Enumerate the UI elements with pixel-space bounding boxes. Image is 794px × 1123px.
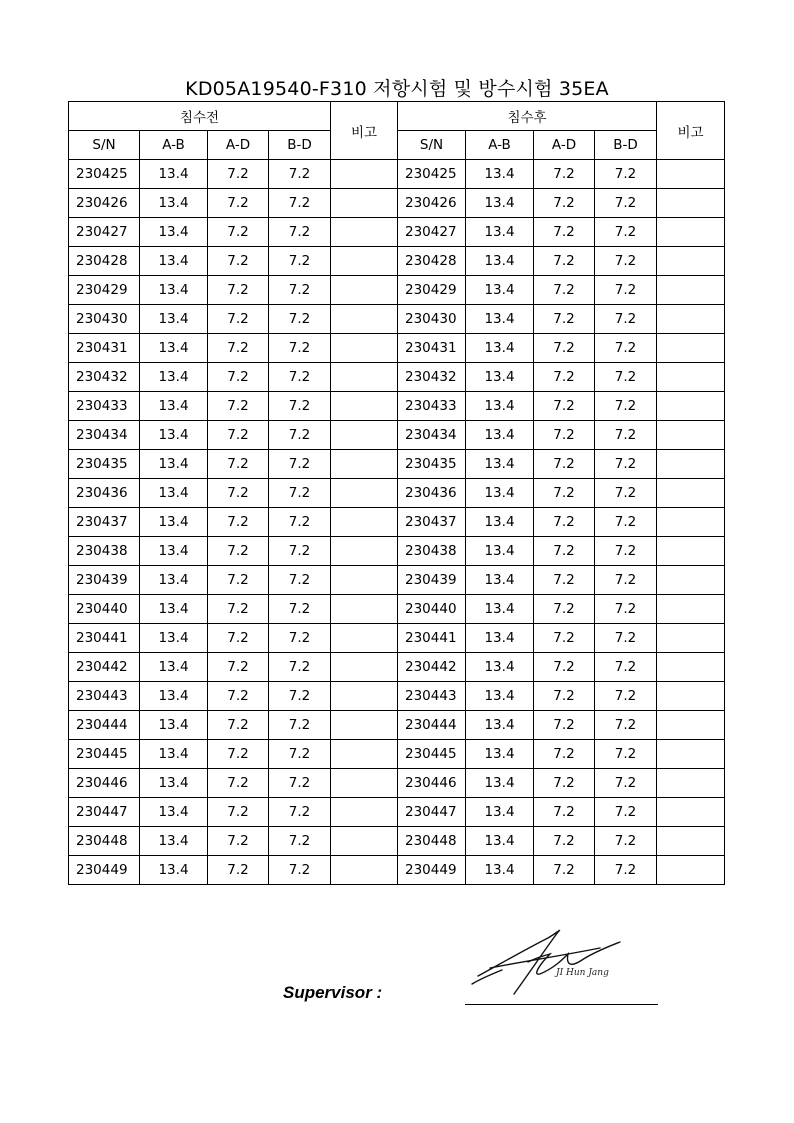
sn-after-cell: 230427 (398, 218, 466, 247)
sn-after-cell: 230439 (398, 566, 466, 595)
ab-before-cell: 13.4 (140, 421, 208, 450)
supervisor-label: Supervisor : (283, 983, 383, 1002)
table-row (69, 798, 725, 827)
ab-after-cell: 13.4 (466, 276, 534, 305)
table-row (69, 392, 725, 421)
sn-after-cell: 230437 (398, 508, 466, 537)
table-group-header-row (69, 102, 725, 131)
remark-after-cell (657, 595, 725, 624)
remark-before-cell (331, 276, 398, 305)
table-row (69, 305, 725, 334)
ab-after-cell: 13.4 (466, 711, 534, 740)
bd-before-cell: 7.2 (269, 247, 331, 276)
remark-before-cell (331, 537, 398, 566)
remark-header-after: 비고 (657, 102, 725, 160)
bd-before-cell: 7.2 (269, 798, 331, 827)
sn-before-cell: 230429 (69, 276, 140, 305)
sn-before-cell: 230437 (69, 508, 140, 537)
ab-before-cell: 13.4 (140, 740, 208, 769)
ab-after-cell: 13.4 (466, 566, 534, 595)
sn-after-cell: 230442 (398, 653, 466, 682)
bd-before-cell: 7.2 (269, 392, 331, 421)
sn-after-cell: 230429 (398, 276, 466, 305)
ab-before-cell: 13.4 (140, 334, 208, 363)
bd-after-cell: 7.2 (595, 189, 657, 218)
ad-before-cell: 7.2 (208, 189, 269, 218)
bd-before-cell: 7.2 (269, 508, 331, 537)
bd-after-cell: 7.2 (595, 653, 657, 682)
table-row (69, 450, 725, 479)
ad-before-cell: 7.2 (208, 305, 269, 334)
ab-after-cell: 13.4 (466, 798, 534, 827)
ad-before-cell: 7.2 (208, 160, 269, 189)
remark-after-cell (657, 624, 725, 653)
remark-after-cell (657, 653, 725, 682)
table-row (69, 276, 725, 305)
remark-after-cell (657, 218, 725, 247)
bd-before-cell: 7.2 (269, 827, 331, 856)
sn-after-cell: 230441 (398, 624, 466, 653)
sn-before-cell: 230433 (69, 392, 140, 421)
ad-after-cell: 7.2 (534, 624, 595, 653)
remark-after-cell (657, 798, 725, 827)
ad-after-cell: 7.2 (534, 827, 595, 856)
sn-before-cell: 230445 (69, 740, 140, 769)
sn-after-cell: 230432 (398, 363, 466, 392)
ad-before-cell: 7.2 (208, 740, 269, 769)
bd-after-cell: 7.2 (595, 305, 657, 334)
remark-before-cell (331, 769, 398, 798)
sn-before-cell: 230432 (69, 363, 140, 392)
bd-before-cell: 7.2 (269, 189, 331, 218)
ab-before-cell: 13.4 (140, 218, 208, 247)
table-row (69, 537, 725, 566)
ad-after-cell: 7.2 (534, 653, 595, 682)
remark-before-cell (331, 856, 398, 885)
table-row (69, 653, 725, 682)
sn-before-cell: 230444 (69, 711, 140, 740)
bd-before-cell: 7.2 (269, 421, 331, 450)
ad-before-cell: 7.2 (208, 769, 269, 798)
remark-after-cell (657, 160, 725, 189)
sn-before-cell: 230449 (69, 856, 140, 885)
table-row (69, 624, 725, 653)
remark-before-cell (331, 160, 398, 189)
ad-after-cell: 7.2 (534, 566, 595, 595)
table-row (69, 769, 725, 798)
ad-before-cell: 7.2 (208, 566, 269, 595)
ad-before-cell: 7.2 (208, 276, 269, 305)
sn-before-cell: 230441 (69, 624, 140, 653)
ad-after-cell: 7.2 (534, 769, 595, 798)
sn-after-cell: 230447 (398, 798, 466, 827)
ad-after-cell: 7.2 (534, 160, 595, 189)
ad-before-cell: 7.2 (208, 682, 269, 711)
sn-after-cell: 230445 (398, 740, 466, 769)
remark-after-cell (657, 740, 725, 769)
table-row (69, 218, 725, 247)
remark-before-cell (331, 682, 398, 711)
ab-before-cell: 13.4 (140, 276, 208, 305)
bd-before-cell: 7.2 (269, 479, 331, 508)
table-row (69, 566, 725, 595)
remark-before-cell (331, 450, 398, 479)
ab-after-cell: 13.4 (466, 218, 534, 247)
remark-before-cell (331, 827, 398, 856)
remark-after-cell (657, 769, 725, 798)
ab-after-cell: 13.4 (466, 479, 534, 508)
bd-after-cell: 7.2 (595, 450, 657, 479)
ab-before-cell: 13.4 (140, 827, 208, 856)
before-immersion-header: 침수전 (69, 102, 331, 131)
ab-after-cell: 13.4 (466, 305, 534, 334)
bd-after-cell: 7.2 (595, 508, 657, 537)
bd-after-cell: 7.2 (595, 595, 657, 624)
ad-after-cell: 7.2 (534, 363, 595, 392)
remark-after-cell (657, 450, 725, 479)
remark-before-cell (331, 624, 398, 653)
remark-before-cell (331, 479, 398, 508)
table-row (69, 189, 725, 218)
ad-after-cell: 7.2 (534, 479, 595, 508)
sn-after-cell: 230431 (398, 334, 466, 363)
ad-before-cell: 7.2 (208, 624, 269, 653)
ad-after-cell: 7.2 (534, 798, 595, 827)
signature-line (465, 1004, 658, 1005)
bd-before-cell: 7.2 (269, 566, 331, 595)
sn-before-cell: 230439 (69, 566, 140, 595)
bd-after-cell: 7.2 (595, 334, 657, 363)
bd-before-cell: 7.2 (269, 334, 331, 363)
bd-after-cell: 7.2 (595, 392, 657, 421)
bd-before-cell: 7.2 (269, 682, 331, 711)
bd-after-cell: 7.2 (595, 740, 657, 769)
ab-after-cell: 13.4 (466, 595, 534, 624)
ab-before-cell: 13.4 (140, 624, 208, 653)
ad-after-cell: 7.2 (534, 682, 595, 711)
table-row (69, 856, 725, 885)
sn-after-cell: 230444 (398, 711, 466, 740)
col-header-bd-after: B-D (595, 131, 657, 160)
remark-header-before: 비고 (331, 102, 398, 160)
test-results-table (68, 101, 725, 885)
col-header-sn-after: S/N (398, 131, 466, 160)
ab-before-cell: 13.4 (140, 189, 208, 218)
remark-after-cell (657, 421, 725, 450)
sn-after-cell: 230430 (398, 305, 466, 334)
bd-before-cell: 7.2 (269, 740, 331, 769)
ab-before-cell: 13.4 (140, 769, 208, 798)
ab-after-cell: 13.4 (466, 363, 534, 392)
ab-after-cell: 13.4 (466, 392, 534, 421)
sn-after-cell: 230448 (398, 827, 466, 856)
sn-after-cell: 230436 (398, 479, 466, 508)
remark-before-cell (331, 334, 398, 363)
ad-after-cell: 7.2 (534, 711, 595, 740)
ab-after-cell: 13.4 (466, 537, 534, 566)
ab-before-cell: 13.4 (140, 247, 208, 276)
table-row (69, 508, 725, 537)
ad-after-cell: 7.2 (534, 305, 595, 334)
ab-before-cell: 13.4 (140, 595, 208, 624)
table-row (69, 827, 725, 856)
sn-before-cell: 230428 (69, 247, 140, 276)
ab-after-cell: 13.4 (466, 421, 534, 450)
ab-after-cell: 13.4 (466, 160, 534, 189)
remark-before-cell (331, 421, 398, 450)
bd-before-cell: 7.2 (269, 624, 331, 653)
table-row (69, 247, 725, 276)
signature-image (470, 918, 655, 1002)
col-header-bd: B-D (269, 131, 331, 160)
ab-before-cell: 13.4 (140, 363, 208, 392)
bd-after-cell: 7.2 (595, 247, 657, 276)
sn-after-cell: 230426 (398, 189, 466, 218)
table-row (69, 682, 725, 711)
ab-before-cell: 13.4 (140, 392, 208, 421)
remark-before-cell (331, 305, 398, 334)
ab-after-cell: 13.4 (466, 769, 534, 798)
ab-before-cell: 13.4 (140, 537, 208, 566)
ab-before-cell: 13.4 (140, 682, 208, 711)
ad-before-cell: 7.2 (208, 421, 269, 450)
ad-before-cell: 7.2 (208, 653, 269, 682)
table-row (69, 160, 725, 189)
ab-after-cell: 13.4 (466, 682, 534, 711)
ad-before-cell: 7.2 (208, 711, 269, 740)
document-title: KD05A19540-F310 저항시험 및 방수시험 35EA (185, 78, 609, 100)
sn-before-cell: 230426 (69, 189, 140, 218)
sn-before-cell: 230440 (69, 595, 140, 624)
sn-before-cell: 230447 (69, 798, 140, 827)
bd-after-cell: 7.2 (595, 827, 657, 856)
signature-name: JI Hun Jang (556, 968, 609, 978)
remark-before-cell (331, 653, 398, 682)
sn-before-cell: 230434 (69, 421, 140, 450)
remark-before-cell (331, 595, 398, 624)
bd-after-cell: 7.2 (595, 276, 657, 305)
ad-before-cell: 7.2 (208, 450, 269, 479)
sn-before-cell: 230446 (69, 769, 140, 798)
bd-after-cell: 7.2 (595, 798, 657, 827)
ad-before-cell: 7.2 (208, 508, 269, 537)
ad-before-cell: 7.2 (208, 218, 269, 247)
bd-before-cell: 7.2 (269, 653, 331, 682)
ad-before-cell: 7.2 (208, 827, 269, 856)
after-immersion-header: 침수후 (398, 102, 657, 131)
remark-before-cell (331, 798, 398, 827)
bd-after-cell: 7.2 (595, 421, 657, 450)
ab-after-cell: 13.4 (466, 624, 534, 653)
remark-after-cell (657, 711, 725, 740)
col-header-sn: S/N (69, 131, 140, 160)
sn-before-cell: 230427 (69, 218, 140, 247)
sn-before-cell: 230448 (69, 827, 140, 856)
ab-after-cell: 13.4 (466, 740, 534, 769)
remark-after-cell (657, 537, 725, 566)
ab-before-cell: 13.4 (140, 798, 208, 827)
sn-before-cell: 230431 (69, 334, 140, 363)
ab-after-cell: 13.4 (466, 856, 534, 885)
remark-after-cell (657, 566, 725, 595)
remark-after-cell (657, 682, 725, 711)
bd-after-cell: 7.2 (595, 160, 657, 189)
sn-after-cell: 230440 (398, 595, 466, 624)
ab-before-cell: 13.4 (140, 566, 208, 595)
ad-before-cell: 7.2 (208, 247, 269, 276)
remark-after-cell (657, 856, 725, 885)
remark-after-cell (657, 247, 725, 276)
ab-before-cell: 13.4 (140, 653, 208, 682)
ad-before-cell: 7.2 (208, 856, 269, 885)
bd-before-cell: 7.2 (269, 769, 331, 798)
sn-before-cell: 230442 (69, 653, 140, 682)
sn-before-cell: 230430 (69, 305, 140, 334)
bd-after-cell: 7.2 (595, 363, 657, 392)
ad-before-cell: 7.2 (208, 479, 269, 508)
remark-before-cell (331, 392, 398, 421)
ad-after-cell: 7.2 (534, 334, 595, 363)
ad-before-cell: 7.2 (208, 537, 269, 566)
ab-before-cell: 13.4 (140, 305, 208, 334)
bd-after-cell: 7.2 (595, 537, 657, 566)
table-row (69, 740, 725, 769)
ab-after-cell: 13.4 (466, 827, 534, 856)
ad-after-cell: 7.2 (534, 247, 595, 276)
bd-before-cell: 7.2 (269, 305, 331, 334)
col-header-ad-after: A-D (534, 131, 595, 160)
bd-before-cell: 7.2 (269, 711, 331, 740)
ab-after-cell: 13.4 (466, 508, 534, 537)
sn-after-cell: 230433 (398, 392, 466, 421)
ab-before-cell: 13.4 (140, 856, 208, 885)
bd-after-cell: 7.2 (595, 769, 657, 798)
remark-after-cell (657, 479, 725, 508)
ad-after-cell: 7.2 (534, 856, 595, 885)
remark-after-cell (657, 276, 725, 305)
sn-after-cell: 230425 (398, 160, 466, 189)
ab-after-cell: 13.4 (466, 653, 534, 682)
bd-before-cell: 7.2 (269, 218, 331, 247)
bd-after-cell: 7.2 (595, 682, 657, 711)
ab-after-cell: 13.4 (466, 334, 534, 363)
ad-before-cell: 7.2 (208, 334, 269, 363)
sn-after-cell: 230443 (398, 682, 466, 711)
remark-after-cell (657, 305, 725, 334)
remark-before-cell (331, 566, 398, 595)
sn-after-cell: 230435 (398, 450, 466, 479)
sn-before-cell: 230436 (69, 479, 140, 508)
bd-after-cell: 7.2 (595, 218, 657, 247)
table-row (69, 421, 725, 450)
bd-before-cell: 7.2 (269, 363, 331, 392)
remark-before-cell (331, 218, 398, 247)
remark-before-cell (331, 189, 398, 218)
ad-after-cell: 7.2 (534, 392, 595, 421)
ad-after-cell: 7.2 (534, 537, 595, 566)
ad-after-cell: 7.2 (534, 740, 595, 769)
bd-after-cell: 7.2 (595, 856, 657, 885)
bd-before-cell: 7.2 (269, 160, 331, 189)
remark-before-cell (331, 247, 398, 276)
remark-after-cell (657, 827, 725, 856)
bd-after-cell: 7.2 (595, 711, 657, 740)
ad-after-cell: 7.2 (534, 218, 595, 247)
ad-before-cell: 7.2 (208, 363, 269, 392)
bd-before-cell: 7.2 (269, 537, 331, 566)
ad-after-cell: 7.2 (534, 276, 595, 305)
bd-before-cell: 7.2 (269, 450, 331, 479)
remark-before-cell (331, 740, 398, 769)
remark-after-cell (657, 508, 725, 537)
remark-after-cell (657, 363, 725, 392)
ab-after-cell: 13.4 (466, 450, 534, 479)
sn-after-cell: 230449 (398, 856, 466, 885)
bd-before-cell: 7.2 (269, 856, 331, 885)
table-row (69, 363, 725, 392)
table-row (69, 595, 725, 624)
ab-after-cell: 13.4 (466, 247, 534, 276)
bd-after-cell: 7.2 (595, 566, 657, 595)
col-header-ab: A-B (140, 131, 208, 160)
ad-before-cell: 7.2 (208, 798, 269, 827)
ab-before-cell: 13.4 (140, 711, 208, 740)
ad-after-cell: 7.2 (534, 189, 595, 218)
remark-before-cell (331, 711, 398, 740)
ad-after-cell: 7.2 (534, 421, 595, 450)
col-header-ad: A-D (208, 131, 269, 160)
ad-before-cell: 7.2 (208, 392, 269, 421)
sn-after-cell: 230428 (398, 247, 466, 276)
bd-before-cell: 7.2 (269, 595, 331, 624)
ad-after-cell: 7.2 (534, 595, 595, 624)
sn-before-cell: 230425 (69, 160, 140, 189)
table-row (69, 711, 725, 740)
ad-before-cell: 7.2 (208, 595, 269, 624)
sn-before-cell: 230438 (69, 537, 140, 566)
col-header-ab-after: A-B (466, 131, 534, 160)
ab-before-cell: 13.4 (140, 160, 208, 189)
ab-before-cell: 13.4 (140, 508, 208, 537)
ab-after-cell: 13.4 (466, 189, 534, 218)
sn-after-cell: 230434 (398, 421, 466, 450)
sn-after-cell: 230446 (398, 769, 466, 798)
remark-before-cell (331, 508, 398, 537)
table-row (69, 334, 725, 363)
ad-after-cell: 7.2 (534, 450, 595, 479)
remark-after-cell (657, 189, 725, 218)
bd-after-cell: 7.2 (595, 479, 657, 508)
sn-before-cell: 230435 (69, 450, 140, 479)
bd-after-cell: 7.2 (595, 624, 657, 653)
table-row (69, 479, 725, 508)
ab-before-cell: 13.4 (140, 479, 208, 508)
remark-after-cell (657, 392, 725, 421)
ab-before-cell: 13.4 (140, 450, 208, 479)
sn-before-cell: 230443 (69, 682, 140, 711)
ad-after-cell: 7.2 (534, 508, 595, 537)
bd-before-cell: 7.2 (269, 276, 331, 305)
remark-before-cell (331, 363, 398, 392)
remark-after-cell (657, 334, 725, 363)
sn-after-cell: 230438 (398, 537, 466, 566)
